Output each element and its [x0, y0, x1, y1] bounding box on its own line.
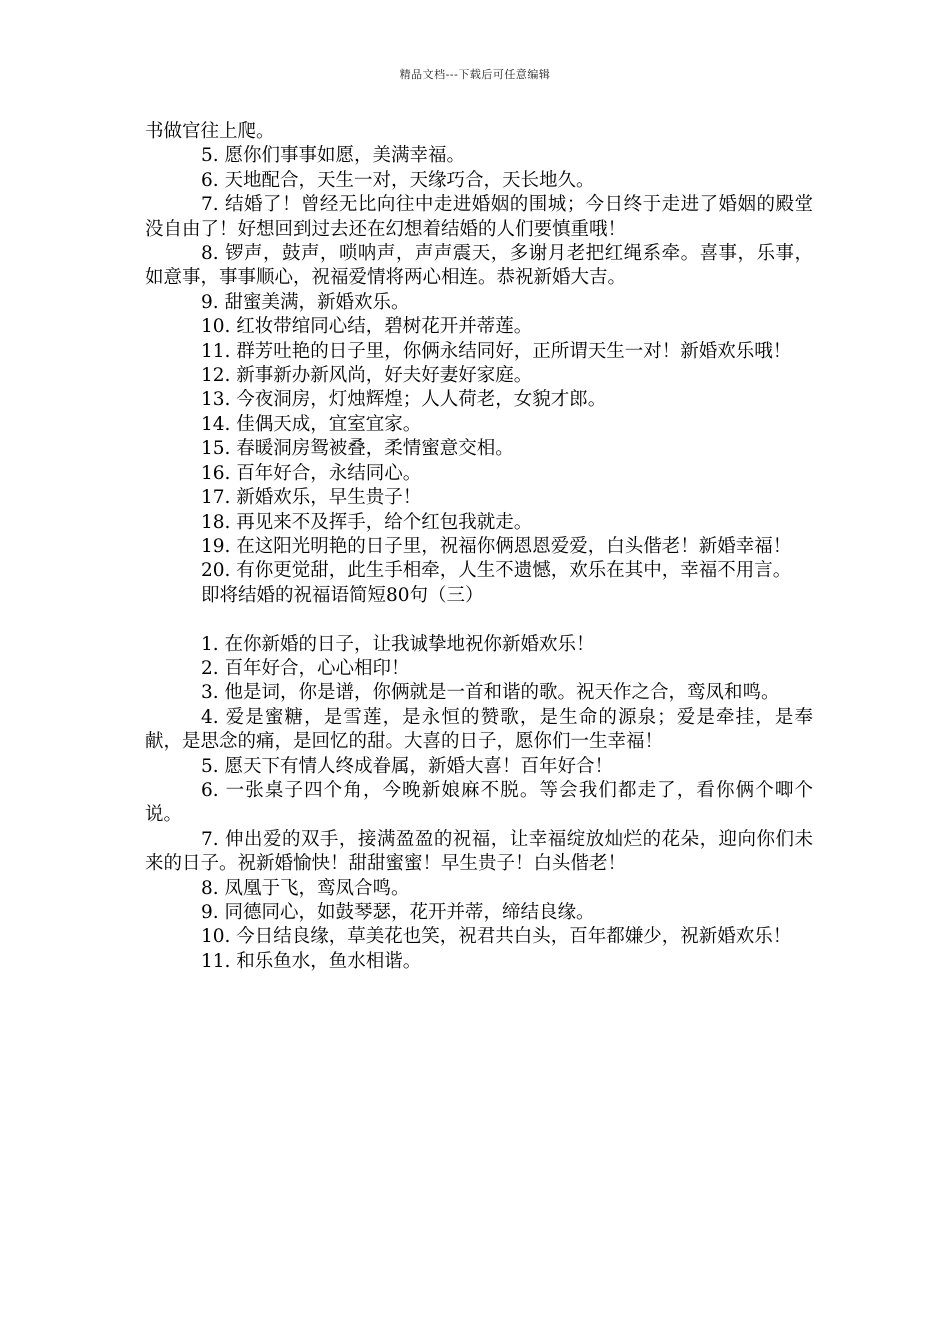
list-item: 11. 群芳吐艳的日子里，你俩永结同好，正所谓天生一对！新婚欢乐哦！	[201, 340, 792, 362]
list-item: 5. 愿天下有情人终成眷属，新婚大喜！百年好合！	[201, 755, 614, 777]
list-item: 1. 在你新婚的日子，让我诚挚地祝你新婚欢乐！	[201, 633, 595, 655]
list-item: 10. 红妆带绾同心结，碧树花开并蒂莲。	[201, 316, 533, 338]
list-item: 8. 锣声，鼓声，唢呐声，声声震天，多谢月老把红绳系牵。喜事，乐事，如意事，事事顺心，祝福爱情将两心相连。恭祝新婚大吉。	[145, 243, 813, 289]
list-item: 15. 春暖洞房鸳被叠，柔情蜜意交相。	[201, 438, 514, 460]
list-item: 6. 天地配合，天生一对，天缘巧合，天长地久。	[201, 169, 595, 191]
list-item: 16. 百年好合，永结同心。	[201, 462, 422, 484]
list-item: 19. 在这阳光明艳的日子里，祝福你俩恩恩爱爱，白头偕老！新婚幸福！	[201, 535, 792, 557]
list-item: 9. 同德同心，如鼓琴瑟，花开并蒂，缔结良缘。	[201, 901, 595, 923]
list-item: 2. 百年好合，心心相印！	[201, 657, 410, 679]
document-body	[145, 120, 813, 974]
page-header: 精品文档---下载后可任意编辑	[399, 68, 551, 81]
list-item: 17. 新婚欢乐，早生贵子！	[201, 487, 422, 509]
list-item: 4. 爱是蜜糖，是雪莲，是永恒的赞歌，是生命的源泉；爱是牵挂，是奉献，是思念的痛，是回忆的甜。大喜的日子，愿你们一生幸福！	[145, 706, 813, 753]
paragraph: 书做官往上爬。	[145, 121, 275, 142]
list-item: 6. 一张桌子四个角，今晚新娘麻不脱。等会我们都走了，看你俩个唧个说。	[145, 779, 813, 826]
blank-line	[145, 608, 813, 632]
list-item: 7. 伸出爱的双手，接满盈盈的祝福，让幸福绽放灿烂的花朵，迎向你们未来的日子。祝新婚愉快！甜甜蜜蜜！早生贵子！白头偕老！	[145, 828, 813, 875]
list-item: 18. 再见来不及挥手，给个红包我就走。	[201, 511, 533, 533]
list-item: 7. 结婚了！曾经无比向往中走进婚姻的围城；今日终于走进了婚姻的殿堂没自由了！好想回到过去还在幻想着结婚的人们要慎重哦！	[145, 194, 813, 240]
section-title: 即将结婚的祝福语简短80句（三）	[201, 584, 484, 606]
list-item: 9. 甜蜜美满，新婚欢乐。	[201, 291, 410, 313]
list-item: 3. 他是词，你是谱，你俩就是一首和谐的歌。祝天作之合，鸾凤和鸣。	[201, 682, 780, 704]
list-item: 10. 今日结良缘，草美花也笑，祝君共白头，百年都嫌少，祝新婚欢乐！	[201, 926, 792, 948]
list-item: 12. 新事新办新风尚，好夫好妻好家庭。	[201, 365, 533, 387]
list-item: 5. 愿你们事事如愿，美满幸福。	[201, 145, 466, 167]
list-item: 11. 和乐鱼水，鱼水相谐。	[201, 950, 422, 972]
list-item: 13. 今夜洞房，灯烛辉煌；人人荷老，女貌才郎。	[201, 389, 607, 411]
list-item: 8. 凤凰于飞，鸾凤合鸣。	[201, 877, 410, 899]
list-item: 14. 佳偶天成，宜室宜家。	[201, 413, 422, 435]
list-item: 20. 有你更觉甜，此生手相牵，人生不遗憾，欢乐在其中，幸福不用言。	[201, 560, 792, 582]
